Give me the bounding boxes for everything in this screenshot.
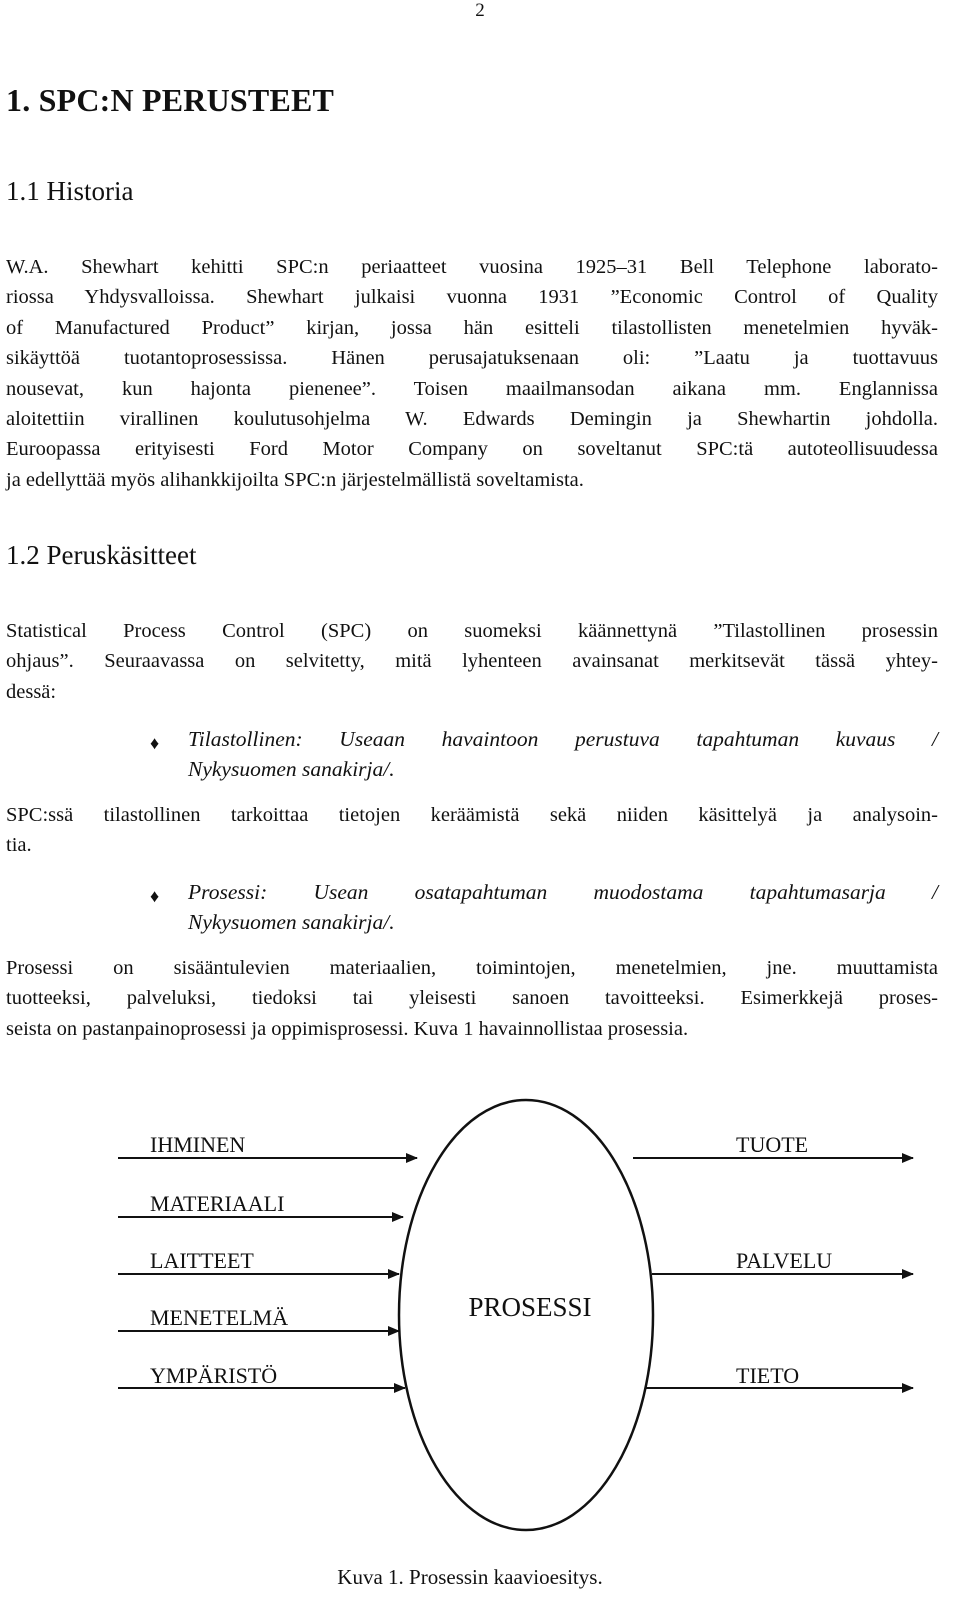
paragraph-line: ohjaus”. Seuraavassa on selvitetty, mitä lyhenteen avainsanat merkitsevät tässä yhtey- xyxy=(6,650,938,673)
page-number: 2 xyxy=(475,0,485,21)
paragraph-line: Euroopassa erityisesti Ford Motor Company on soveltanut SPC:tä autoteollisuudessa xyxy=(6,438,938,461)
process-diagram xyxy=(0,1080,960,1550)
historia-paragraph xyxy=(6,252,938,495)
output-label: PALVELU xyxy=(736,1248,833,1273)
paragraph-line: tuotteeksi, palveluksi, tiedoksi tai yleisesti sanoen tavoitteeksi. Esimerkkejä proses- xyxy=(6,987,938,1010)
bullet-line: Prosessi: Usean osatapahtuman muodostama tapahtumasarja / xyxy=(188,880,938,904)
paragraph-line: riossa Yhdysvalloissa. Shewhart julkaisi vuonna 1931 ”Economic Control of Quality xyxy=(6,286,938,309)
paragraph-line: seista on pastanpainoprosessi ja oppimisprosessi. Kuva 1 havainnollistaa prosessia. xyxy=(6,1017,689,1040)
input-label: LAITTEET xyxy=(150,1248,254,1273)
output-arrows xyxy=(633,1158,913,1388)
output-label: TUOTE xyxy=(736,1132,809,1157)
paragraph-line: SPC:ssä tilastollinen tarkoittaa tietojen keräämistä sekä niiden käsittelyä ja analysoin- xyxy=(6,804,938,826)
bullet-line: Tilastollinen: Useaan havaintoon perustuva tapahtuman kuvaus / xyxy=(188,727,938,751)
paragraph-line: Prosessi on sisääntulevien materiaalien, toimintojen, menetelmien, jne. muuttamista xyxy=(6,957,938,979)
chapter-title: 1. SPC:N PERUSTEET xyxy=(6,82,335,118)
paragraph-line: aloitettiin virallinen koulutusohjelma W. Edwards Demingin ja Shewhartin johdolla. xyxy=(6,407,938,430)
figure-caption: Kuva 1. Prosessin kaavioesitys. xyxy=(337,1565,603,1589)
diamond-bullet-icon: ♦ xyxy=(150,886,160,906)
section-title-peruskasitteet: 1.2 Peruskäsitteet xyxy=(6,540,197,570)
input-label: MENETELMÄ xyxy=(150,1305,289,1330)
paragraph-line: dessä: xyxy=(6,680,57,703)
paragraph-line: sikäyttöä tuotantoprosessissa. Hänen perusajatuksenaan oli: ”Laatu ja tuottavuus xyxy=(6,347,938,370)
paragraph-line: tia. xyxy=(6,834,32,857)
paragraph-line: ja edellyttää myös alihankkijoilta SPC:n järjestelmällistä soveltamista. xyxy=(6,468,584,491)
paragraph-line: of Manufactured Product” kirjan, jossa hän esitteli tilastollisten menetelmien hyväk- xyxy=(6,316,938,339)
input-label: MATERIAALI xyxy=(150,1191,285,1216)
input-label: IHMINEN xyxy=(150,1132,246,1157)
diamond-bullet-icon: ♦ xyxy=(150,733,160,753)
bullet-line: Nykysuomen sanakirja/. xyxy=(188,910,395,935)
paragraph-line: nousevat, kun hajonta pienenee”. Toisen maailmansodan aikana mm. Englannissa xyxy=(6,377,938,400)
bullet-line: Nykysuomen sanakirja/. xyxy=(188,757,395,782)
input-label: YMPÄRISTÖ xyxy=(150,1363,278,1388)
output-labels xyxy=(736,1132,832,1388)
process-center-label: PROSESSI xyxy=(468,1292,592,1322)
input-labels xyxy=(150,1132,288,1388)
section-title-historia: 1.1 Historia xyxy=(6,176,134,206)
output-label: TIETO xyxy=(736,1363,800,1388)
spc-paragraph xyxy=(6,800,938,861)
bullet-tilastollinen xyxy=(152,724,938,785)
paragraph-line: W.A. Shewhart kehitti SPC:n periaatteet vuosina 1925–31 Bell Telephone laborato- xyxy=(6,256,938,278)
bullet-prosessi xyxy=(152,877,938,938)
paragraph-line: Statistical Process Control (SPC) on suomeksi käännettynä ”Tilastollinen prosessin xyxy=(6,620,938,642)
intro-paragraph xyxy=(6,616,938,707)
process-paragraph xyxy=(6,953,938,1044)
